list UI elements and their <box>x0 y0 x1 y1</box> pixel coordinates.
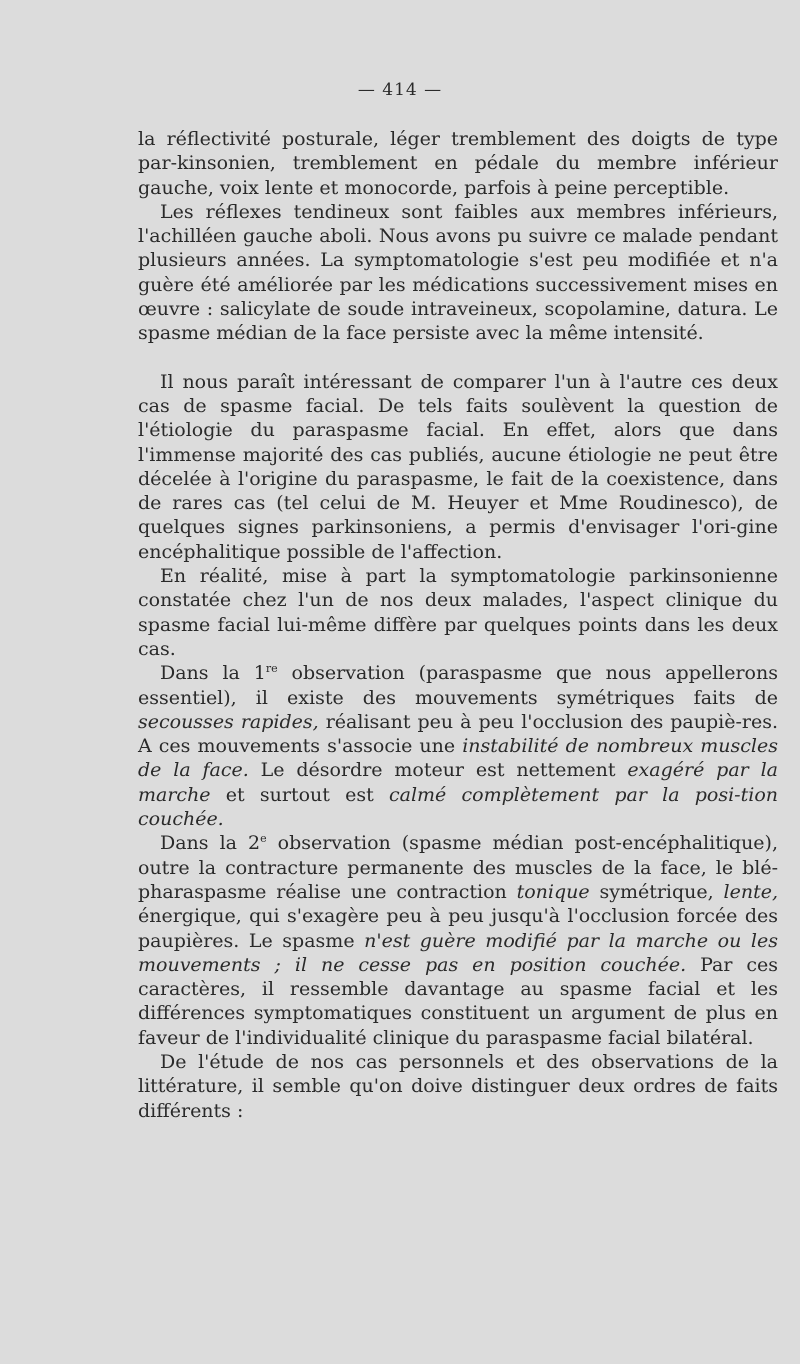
body-text <box>138 127 778 1123</box>
p5-italic-2: instabilité de nombreux muscles de la face. <box>138 735 778 782</box>
p5-superscript: re <box>265 662 278 676</box>
paragraph-6 <box>138 831 778 1050</box>
p5-text-e: et surtout est <box>210 783 389 806</box>
paragraph-5 <box>138 661 778 831</box>
paragraph-4: En réalité, mise à part la symptomatologie parkinsonienne constatée chez l'un de nos deux malades, l'aspect clinique du spasme facial lui-même diffère par quelques points dans les deux cas. <box>138 565 778 660</box>
p6-superscript: e <box>260 832 267 846</box>
p6-text-c: symétrique, <box>589 880 724 903</box>
p6-text-d: énergique, qui s'exagère peu à peu jusqu'à l'occlusion forcée des paupières. Le spasme <box>138 905 778 952</box>
p6-text-b: observation (spasme médian post-encéphalitique), outre la contracture permanente des muscles de la face, le blé-pharaspasme réalise une contraction <box>138 832 779 903</box>
p6-italic-2: lente, <box>723 880 778 903</box>
p5-text-a: Dans la 1 <box>160 662 266 685</box>
p5-italic-3: exagéré par la marche <box>138 759 778 806</box>
p5-text-c: réalisant peu à peu l'occlusion des paupiè-res. A ces mouvements s'associe une <box>138 710 778 758</box>
paragraph-2: Les réflexes tendineux sont faibles aux membres inférieurs, l'achilléen gauche aboli. Nous avons pu suivre ce malade pendant plusieurs années. La symptomatologie s'est peu modifiée et n'a guère été améliorée par les médications successivement mises en œuvre : salicylate de soude intraveineux, scopolamine, datura. Le spasme médian de la face persiste avec la même intensité. <box>138 200 778 345</box>
paragraph-1: la réflectivité posturale, léger tremblement des doigts de type par-kinsonien, tremblement en pédale du membre inférieur gauche, voix lente et monocorde, parfois à peine perceptible. <box>138 128 778 199</box>
p5-text-b: observation (paraspasme que nous appellerons essentiel), il existe des mouvements symétriques faits de <box>138 662 778 709</box>
p6-italic-1: tonique <box>516 880 590 903</box>
p5-italic-1: secousses rapides, <box>138 710 319 733</box>
p6-text-a: Dans la 2 <box>160 832 261 855</box>
paragraph-3: Il nous paraît intéressant de comparer l'un à l'autre ces deux cas de spasme facial. De tels faits soulèvent la question de l'étiologie du paraspasme facial. En effet, alors que dans l'immense majorité des cas publiés, aucune étiologie ne peut être décelée à l'origine du paraspasme, le fait de la coexistence, dans de rares cas (tel celui de M. Heuyer et Mme Roudinesco), de quelques signes parkinsoniens, a permis d'envisager l'ori-gine encéphalitique possible de l'affection. <box>138 370 778 563</box>
p5-text-d: Le désordre moteur est nettement <box>248 759 628 782</box>
paragraph-7: De l'étude de nos cas personnels et des observations de la littérature, il semble qu'on doive distinguer deux ordres de faits différents : <box>138 1050 778 1122</box>
p6-italic-3: n'est guère modifié par la marche ou les mouvements ; il ne cesse pas en position couchée. <box>138 929 778 976</box>
page-number: — 414 — <box>357 80 443 100</box>
p6-text-e: Par ces caractères, il ressemble davantage au spasme facial et les différences symptomatiques constituent un argument de plus en faveur de l'individualité clinique du paraspasme facial bilatéral. <box>138 953 778 1049</box>
p5-italic-4: calmé complètement par la posi-tion couchée. <box>138 783 778 831</box>
